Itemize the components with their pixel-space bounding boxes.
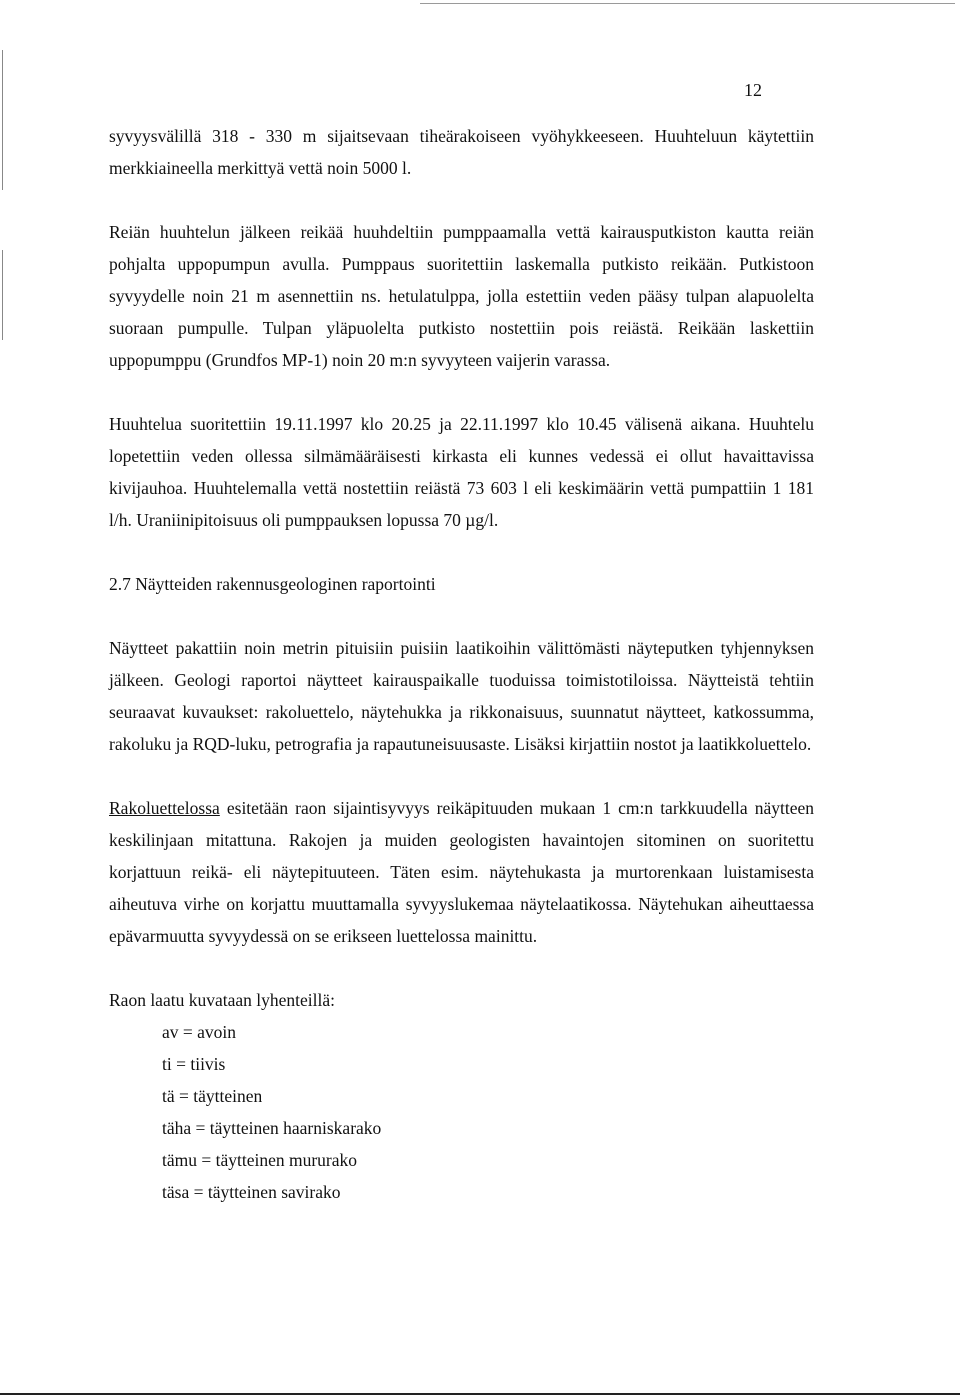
abbreviation-item: ti = tiivis	[162, 1054, 226, 1074]
document-body	[109, 120, 814, 1208]
paragraph-5	[109, 792, 814, 952]
paragraph-4: Näytteet pakattiin noin metrin pituisiin puisiin laatikoihin välittömästi näyteputken tyhjennyksen jälkeen. Geologi raportoi näytteet kairauspaikalle tuoduissa toimistotiloissa. Näytteistä tehtiin seuraavat kuvaukset: rakoluettelo, näytehukka ja rikkonaisuus, suunnatut näytteet, katkossumma, rakoluku ja RQD-luku, petrografia ja rapautuneisuusaste. Lisäksi kirjattiin nostot ja laatikkoluettelo.	[109, 638, 814, 754]
paragraph-3: Huuhtelua suoritettiin 19.11.1997 klo 20.25 ja 22.11.1997 klo 10.45 välisenä aikana. Huuhtelu lopetettiin veden ollessa silmämääräisesti kirkasta eli kunnes vedessä ei ollut havaittavissa kivijauhoa. Huuhtelemalla vettä nostettiin reiästä 73 603 l eli keskimäärin vettä pumpattiin 1 181 l/h. Uraniinipitoisuus oli pumppauksen lopussa 70 µg/l.	[109, 414, 814, 530]
paragraph-5-text: esitetään raon sijaintisyvyys reikäpituuden mukaan 1 cm:n tarkkuudella näytteen keskilinjaan mitattuna. Rakojen ja muiden geologisten havaintojen sitominen on suoritettu korjattuun reikä- eli näytepituuteen. Täten esim. näytehukasta ja murtorenkaan luistamisesta aiheutuva virhe on korjattu muuttamalla syvyyslukemaa näytelaatikossa. Näytehukan aiheuttaessa epävarmuutta syvyydessä on se erikseen luettelossa mainittu.	[109, 798, 814, 946]
abbreviation-item: täsa = täytteinen savirako	[162, 1182, 341, 1202]
scan-edge-left-lower	[2, 250, 3, 340]
abbreviation-item: av = avoin	[162, 1022, 237, 1042]
abbreviation-item: täha = täytteinen haarniskarako	[162, 1118, 382, 1138]
abbreviation-list	[109, 1016, 814, 1208]
page-number: 12	[744, 80, 762, 100]
scan-edge-top	[420, 3, 955, 4]
abbreviation-item: tämu = täytteinen mururako	[162, 1150, 358, 1170]
paragraph-1: syvyysvälillä 318 - 330 m sijaitsevaan tiheärakoiseen vyöhykkeeseen. Huuhteluun käytettiin merkkiaineella merkittyä vettä noin 5000 l.	[109, 126, 814, 178]
paragraph-6: Raon laatu kuvataan lyhenteillä:	[109, 990, 335, 1010]
rakoluettelo-term: Rakoluettelossa	[109, 798, 220, 818]
abbreviation-item: tä = täytteinen	[162, 1086, 263, 1106]
paragraph-2: Reiän huuhtelun jälkeen reikää huuhdeltiin pumppaamalla vettä kairausputkiston kautta reiän pohjalta uppopumpun avulla. Pumppaus suoritettiin laskemalla putkisto reikään. Putkistoon syvyydelle noin 21 m asennettiin ns. hetulatulppa, jolla estettiin veden pääsy tulpan alapuolelta suoraan pumpulle. Tulpan yläpuolelta putkisto nostettiin pois reiästä. Reikään laskettiin uppopumppu (Grundfos MP-1) noin 20 m:n syvyyteen vaijerin varassa.	[109, 222, 814, 370]
scan-edge-left-upper	[2, 50, 3, 190]
section-heading: 2.7 Näytteiden rakennusgeologinen raportointi	[109, 574, 436, 594]
scan-edge-bottom	[0, 1393, 960, 1395]
